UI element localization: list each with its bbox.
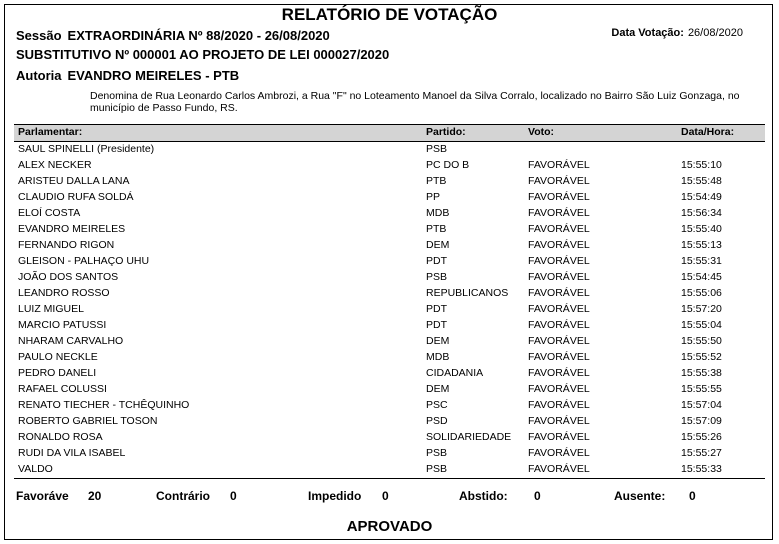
- cell-partido: DEM: [426, 239, 450, 251]
- cell-parlamentar: LEANDRO ROSSO: [18, 287, 110, 299]
- total-impedido-value: 0: [382, 489, 389, 503]
- table-header: [14, 124, 765, 142]
- cell-parlamentar: FERNANDO RIGON: [18, 239, 115, 251]
- total-contrario-label: Contrário: [156, 489, 210, 503]
- cell-voto: FAVORÁVEL: [528, 367, 590, 379]
- cell-partido: PSB: [426, 447, 448, 459]
- header-data-hora: Data/Hora:: [681, 126, 735, 138]
- cell-parlamentar: EVANDRO MEIRELES: [18, 223, 126, 235]
- cell-voto: FAVORÁVEL: [528, 335, 590, 347]
- table-row: [14, 174, 765, 190]
- table-row: [14, 222, 765, 238]
- cell-voto: FAVORÁVEL: [528, 271, 590, 283]
- data-votacao-value: 26/08/2020: [687, 27, 743, 39]
- cell-voto: FAVORÁVEL: [528, 191, 590, 203]
- cell-parlamentar: PAULO NECKLE: [18, 351, 98, 363]
- cell-voto: FAVORÁVEL: [528, 159, 590, 171]
- votes-table-body: [14, 142, 765, 478]
- data-votacao: [611, 27, 743, 39]
- cell-voto: FAVORÁVEL: [528, 175, 590, 187]
- cell-hora: 15:55:33: [681, 463, 722, 475]
- cell-parlamentar: PEDRO DANELI: [18, 367, 97, 379]
- cell-hora: 15:56:34: [681, 207, 722, 219]
- cell-parlamentar: RAFAEL COLUSSI: [18, 383, 107, 395]
- table-row: [14, 398, 765, 414]
- cell-parlamentar: RENATO TIECHER - TCHÊQUINHO: [18, 399, 190, 411]
- substitutivo-line: SUBSTITUTIVO Nº 000001 AO PROJETO DE LEI 000027/2020: [16, 47, 390, 62]
- autoria-value: EVANDRO MEIRELES - PTB: [67, 68, 240, 83]
- cell-parlamentar: MARCIO PATUSSI: [18, 319, 107, 331]
- cell-hora: 15:57:09: [681, 415, 722, 427]
- cell-partido: PP: [426, 191, 441, 203]
- cell-parlamentar: RONALDO ROSA: [18, 431, 103, 443]
- cell-parlamentar: LUIZ MIGUEL: [18, 303, 84, 315]
- cell-hora: 15:55:40: [681, 223, 722, 235]
- total-abstido-value: 0: [534, 489, 541, 503]
- cell-hora: 15:54:49: [681, 191, 722, 203]
- table-row: [14, 206, 765, 222]
- cell-partido: MDB: [426, 351, 450, 363]
- cell-voto: FAVORÁVEL: [528, 303, 590, 315]
- header-parlamentar: Parlamentar:: [18, 126, 83, 138]
- cell-partido: PC DO B: [426, 159, 470, 171]
- cell-partido: SOLIDARIEDADE: [426, 431, 512, 443]
- cell-hora: 15:55:27: [681, 447, 722, 459]
- table-row: [14, 142, 765, 158]
- table-row: [14, 190, 765, 206]
- cell-hora: 15:55:52: [681, 351, 722, 363]
- table-row: [14, 366, 765, 382]
- cell-partido: MDB: [426, 207, 450, 219]
- cell-partido: PSB: [426, 143, 448, 155]
- report-title: RELATÓRIO DE VOTAÇÃO: [281, 5, 498, 24]
- cell-parlamentar: CLAUDIO RUFA SOLDÁ: [18, 191, 134, 203]
- cell-hora: 15:55:26: [681, 431, 722, 443]
- table-row: [14, 462, 765, 478]
- cell-partido: PSD: [426, 415, 448, 427]
- cell-partido: PSB: [426, 271, 448, 283]
- cell-hora: 15:54:45: [681, 271, 722, 283]
- table-row: [14, 334, 765, 350]
- table-row: [14, 254, 765, 270]
- cell-hora: 15:55:31: [681, 255, 722, 267]
- cell-hora: 15:55:50: [681, 335, 722, 347]
- autoria-label: Autoria: [16, 68, 62, 83]
- cell-voto: FAVORÁVEL: [528, 399, 590, 411]
- cell-parlamentar: JOÃO DOS SANTOS: [18, 271, 119, 283]
- cell-voto: FAVORÁVEL: [528, 415, 590, 427]
- cell-partido: CIDADANIA: [426, 367, 484, 379]
- total-abstido-label: Abstido:: [459, 489, 508, 503]
- autoria-line: [16, 68, 239, 83]
- cell-hora: 15:55:10: [681, 159, 722, 171]
- table-row: [14, 414, 765, 430]
- cell-hora: 15:57:04: [681, 399, 722, 411]
- total-ausente-label: Ausente:: [614, 489, 666, 503]
- cell-voto: FAVORÁVEL: [528, 351, 590, 363]
- cell-voto: FAVORÁVEL: [528, 463, 590, 475]
- data-votacao-label: Data Votação:: [611, 27, 684, 39]
- table-row: [14, 286, 765, 302]
- cell-voto: FAVORÁVEL: [528, 447, 590, 459]
- cell-voto: FAVORÁVEL: [528, 207, 590, 219]
- total-favoravel-value: 20: [88, 489, 102, 503]
- table-row: [14, 238, 765, 254]
- sessao-value: EXTRAORDINÁRIA Nº 88/2020 - 26/08/2020: [67, 28, 330, 43]
- header-voto: Voto:: [528, 126, 555, 138]
- table-bottom-divider: [14, 478, 765, 479]
- cell-partido: DEM: [426, 335, 450, 347]
- total-contrario-value: 0: [230, 489, 237, 503]
- cell-voto: FAVORÁVEL: [528, 223, 590, 235]
- cell-hora: 15:55:55: [681, 383, 722, 395]
- cell-parlamentar: ELOÍ COSTA: [18, 207, 81, 219]
- cell-hora: 15:57:20: [681, 303, 722, 315]
- cell-voto: FAVORÁVEL: [528, 255, 590, 267]
- cell-voto: FAVORÁVEL: [528, 431, 590, 443]
- cell-hora: 15:55:48: [681, 175, 722, 187]
- cell-parlamentar: VALDO: [18, 463, 53, 475]
- cell-partido: PTB: [426, 223, 447, 235]
- cell-partido: PTB: [426, 175, 447, 187]
- cell-parlamentar: ROBERTO GABRIEL TOSON: [18, 415, 158, 427]
- cell-partido: REPUBLICANOS: [426, 287, 509, 299]
- cell-hora: 15:55:04: [681, 319, 722, 331]
- cell-partido: PDT: [426, 303, 447, 315]
- sessao-line: [16, 28, 330, 43]
- cell-parlamentar: ALEX NECKER: [18, 159, 92, 171]
- table-row: [14, 318, 765, 334]
- cell-hora: 15:55:06: [681, 287, 722, 299]
- header-partido: Partido:: [426, 126, 466, 138]
- cell-parlamentar: SAUL SPINELLI (Presidente): [18, 143, 155, 155]
- sessao-label: Sessão: [16, 28, 62, 43]
- table-row: [14, 446, 765, 462]
- cell-hora: 15:55:38: [681, 367, 722, 379]
- cell-voto: FAVORÁVEL: [528, 383, 590, 395]
- table-row: [14, 158, 765, 174]
- cell-partido: PSB: [426, 463, 448, 475]
- table-row: [14, 430, 765, 446]
- cell-voto: FAVORÁVEL: [528, 239, 590, 251]
- cell-partido: PSC: [426, 399, 448, 411]
- cell-hora: 15:55:13: [681, 239, 722, 251]
- project-description: Denomina de Rua Leonardo Carlos Ambrozi, a Rua "F" no Loteamento Manoel da Silva Corralo, localizado no Bairro São Luiz Gonzaga, no município de Passo Fundo, RS.: [90, 90, 740, 114]
- result-status: APROVADO: [346, 518, 433, 535]
- cell-voto: FAVORÁVEL: [528, 319, 590, 331]
- table-row: [14, 270, 765, 286]
- table-row: [14, 302, 765, 318]
- cell-partido: PDT: [426, 255, 447, 267]
- cell-parlamentar: NHARAM CARVALHO: [18, 335, 124, 347]
- cell-parlamentar: RUDI DA VILA ISABEL: [18, 447, 126, 459]
- table-row: [14, 382, 765, 398]
- cell-voto: FAVORÁVEL: [528, 287, 590, 299]
- cell-parlamentar: GLEISON - PALHAÇO UHU: [18, 255, 150, 267]
- table-row: [14, 350, 765, 366]
- cell-partido: PDT: [426, 319, 447, 331]
- cell-partido: DEM: [426, 383, 450, 395]
- total-impedido-label: Impedido: [308, 489, 362, 503]
- total-ausente-value: 0: [689, 489, 696, 503]
- cell-parlamentar: ARISTEU DALLA LANA: [18, 175, 130, 187]
- total-favoravel-label: Favoráve: [16, 489, 69, 503]
